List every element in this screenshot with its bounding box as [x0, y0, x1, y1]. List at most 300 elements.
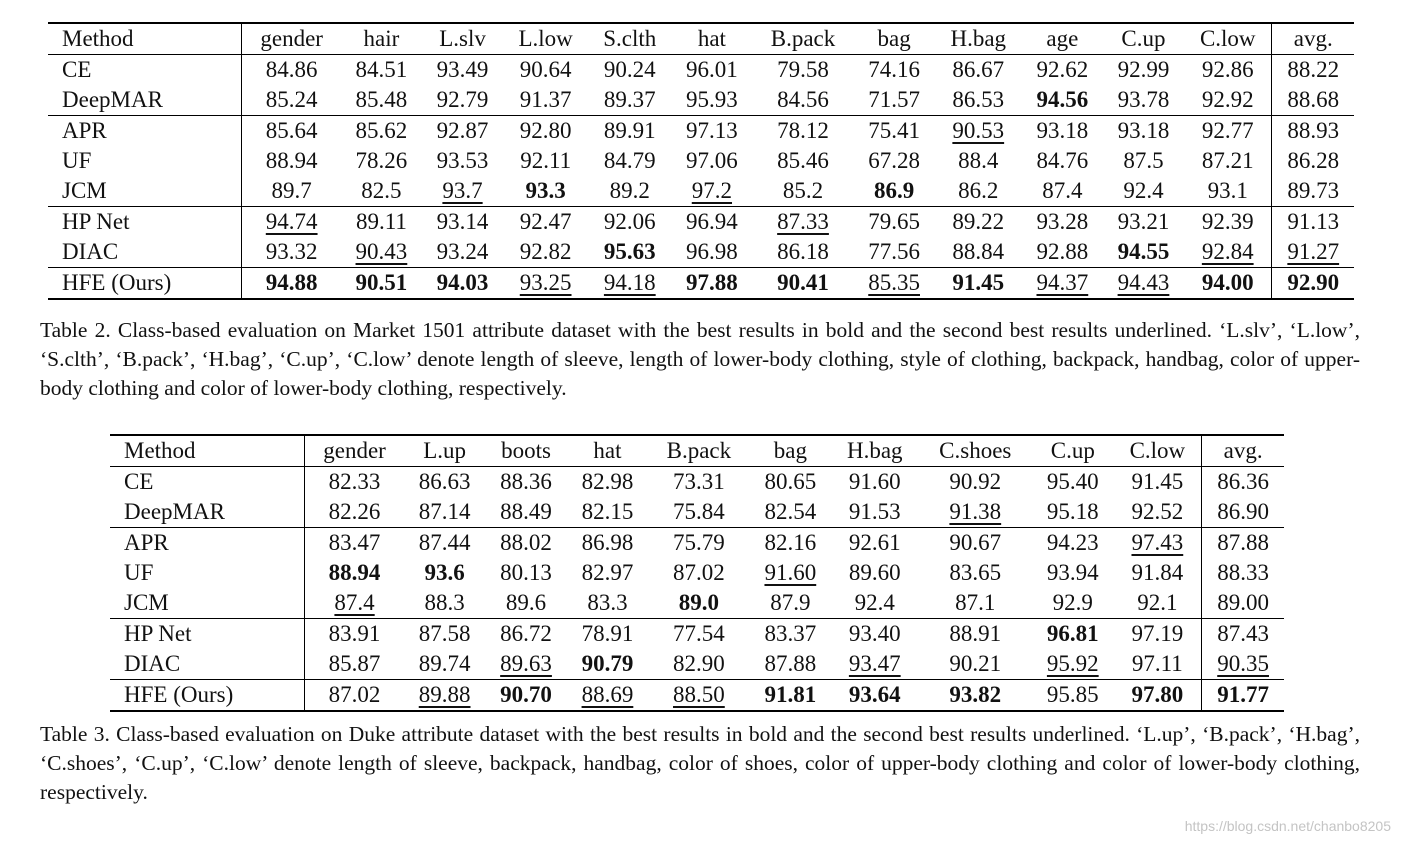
score-cell — [671, 55, 752, 86]
score-value: 83.3 — [587, 590, 628, 615]
score-value: 92.61 — [848, 530, 901, 555]
score-value: 86.2 — [958, 178, 999, 203]
score-cell — [341, 116, 422, 147]
score-value: 90.51 — [355, 270, 408, 295]
score-value: 88.3 — [424, 590, 465, 615]
avg-cell — [1272, 55, 1354, 86]
score-value: 79.65 — [868, 209, 920, 234]
score-cell — [935, 237, 1022, 268]
score-value: 82.16 — [764, 530, 817, 555]
table-row — [48, 176, 1354, 207]
score-cell — [503, 85, 588, 116]
score-cell — [750, 619, 831, 650]
score-cell — [935, 85, 1022, 116]
score-cell — [341, 85, 422, 116]
score-value: 75.79 — [673, 530, 725, 555]
score-value: 77.54 — [673, 621, 725, 646]
score-cell — [422, 146, 503, 176]
score-value: 94.03 — [436, 270, 489, 295]
score-cell — [422, 116, 503, 147]
score-cell — [567, 528, 648, 559]
column-header: C.shoes — [918, 435, 1032, 467]
score-value: 92.84 — [1201, 239, 1254, 264]
score-cell — [1184, 176, 1272, 207]
score-value: 82.54 — [764, 499, 817, 524]
score-cell — [1022, 85, 1103, 116]
avg-cell — [1272, 85, 1354, 116]
column-header: C.up — [1032, 435, 1113, 467]
score-value: 85.24 — [265, 87, 318, 112]
score-value: 88.69 — [581, 682, 634, 707]
score-value: 87.4 — [1042, 178, 1083, 203]
score-value: 80.65 — [764, 469, 817, 494]
score-cell — [671, 268, 752, 300]
score-cell — [831, 680, 918, 712]
score-cell — [750, 528, 831, 559]
score-value: 87.02 — [328, 682, 381, 707]
score-value: 71.57 — [868, 87, 920, 112]
score-value: 88.33 — [1217, 560, 1269, 585]
column-header: age — [1022, 23, 1103, 55]
method-name: JCM — [48, 176, 242, 207]
score-cell — [404, 528, 485, 559]
score-value: 96.81 — [1046, 621, 1099, 646]
score-cell — [305, 619, 404, 650]
score-value: 82.98 — [581, 469, 634, 494]
score-value: 90.79 — [581, 651, 634, 676]
score-cell — [242, 55, 341, 86]
score-cell — [422, 237, 503, 268]
score-cell — [854, 176, 935, 207]
score-cell — [831, 558, 918, 588]
score-value: 96.01 — [686, 57, 738, 82]
score-value: 90.24 — [603, 57, 656, 82]
score-cell — [854, 55, 935, 86]
score-cell — [750, 497, 831, 528]
score-cell — [648, 528, 750, 559]
score-value: 93.18 — [1036, 118, 1089, 143]
table-row — [110, 649, 1284, 680]
column-header: hat — [671, 23, 752, 55]
score-cell — [485, 588, 566, 619]
score-value: 90.43 — [355, 239, 408, 264]
method-name: DeepMAR — [110, 497, 305, 528]
score-value: 94.43 — [1117, 270, 1170, 295]
score-cell — [935, 176, 1022, 207]
score-value: 93.53 — [436, 148, 489, 173]
score-cell — [648, 558, 750, 588]
column-header-method: Method — [48, 23, 242, 55]
avg-cell — [1272, 207, 1354, 238]
score-cell — [567, 619, 648, 650]
score-value: 90.41 — [777, 270, 829, 295]
score-cell — [305, 558, 404, 588]
score-value: 93.82 — [949, 682, 1002, 707]
header-row — [110, 435, 1284, 467]
score-value: 91.53 — [848, 499, 901, 524]
score-cell — [1032, 680, 1113, 712]
score-value: 95.63 — [603, 239, 656, 264]
score-cell — [1184, 55, 1272, 86]
score-cell — [648, 497, 750, 528]
table-row — [110, 680, 1284, 712]
score-value: 89.6 — [505, 590, 547, 615]
avg-cell — [1202, 528, 1284, 559]
score-value: 90.67 — [949, 530, 1002, 555]
score-cell — [831, 467, 918, 498]
score-value: 93.25 — [519, 270, 572, 295]
score-value: 94.37 — [1036, 270, 1089, 295]
avg-cell — [1202, 467, 1284, 498]
score-cell — [588, 207, 671, 238]
table-row — [48, 116, 1354, 147]
score-value: 97.13 — [686, 118, 738, 143]
score-value: 78.91 — [581, 621, 634, 646]
table-row — [48, 55, 1354, 86]
score-cell — [1032, 528, 1113, 559]
score-cell — [1184, 146, 1272, 176]
score-value: 92.82 — [519, 239, 572, 264]
score-value: 88.68 — [1287, 87, 1340, 112]
score-cell — [341, 55, 422, 86]
column-header: C.low — [1113, 435, 1201, 467]
score-cell — [567, 467, 648, 498]
score-value: 84.51 — [355, 57, 408, 82]
score-value: 93.24 — [436, 239, 489, 264]
column-header: H.bag — [935, 23, 1022, 55]
score-value: 85.35 — [868, 270, 920, 295]
score-value: 88.91 — [949, 621, 1002, 646]
score-cell — [503, 268, 588, 300]
column-header: H.bag — [831, 435, 918, 467]
score-value: 83.91 — [328, 621, 381, 646]
score-value: 93.94 — [1046, 560, 1099, 585]
score-value: 94.88 — [265, 270, 318, 295]
score-value: 92.52 — [1131, 499, 1184, 524]
score-cell — [485, 558, 566, 588]
score-cell — [341, 176, 422, 207]
score-value: 87.4 — [334, 590, 375, 615]
score-cell — [567, 680, 648, 712]
score-value: 94.18 — [603, 270, 656, 295]
score-cell — [341, 207, 422, 238]
score-cell — [671, 146, 752, 176]
score-value: 86.72 — [500, 621, 552, 646]
score-value: 93.64 — [848, 682, 901, 707]
score-value: 86.67 — [952, 57, 1005, 82]
score-cell — [831, 619, 918, 650]
score-value: 84.76 — [1036, 148, 1089, 173]
score-value: 89.91 — [603, 118, 656, 143]
score-cell — [854, 146, 935, 176]
score-value: 87.21 — [1201, 148, 1254, 173]
score-cell — [752, 55, 853, 86]
score-cell — [1032, 619, 1113, 650]
avg-cell — [1202, 680, 1284, 712]
score-value: 78.12 — [777, 118, 829, 143]
score-cell — [1103, 55, 1184, 86]
score-value: 93.1 — [1207, 178, 1248, 203]
score-cell — [242, 176, 341, 207]
score-value: 83.65 — [949, 560, 1002, 585]
score-value: 93.28 — [1036, 209, 1089, 234]
score-cell — [1113, 680, 1201, 712]
score-value: 86.63 — [418, 469, 471, 494]
score-cell — [750, 588, 831, 619]
score-cell — [422, 55, 503, 86]
column-header: avg. — [1272, 23, 1354, 55]
score-value: 95.40 — [1046, 469, 1099, 494]
score-value: 87.33 — [777, 209, 829, 234]
score-cell — [752, 176, 853, 207]
score-cell — [242, 268, 341, 300]
score-cell — [485, 497, 566, 528]
method-name: HP Net — [110, 619, 305, 650]
score-cell — [648, 588, 750, 619]
table-row — [48, 237, 1354, 268]
score-cell — [1184, 268, 1272, 300]
score-cell — [242, 146, 341, 176]
score-cell — [648, 619, 750, 650]
score-value: 92.39 — [1201, 209, 1254, 234]
score-cell — [485, 680, 566, 712]
score-value: 97.11 — [1131, 651, 1183, 676]
table-3-duke — [110, 434, 1284, 712]
score-value: 89.11 — [355, 209, 407, 234]
avg-cell — [1202, 619, 1284, 650]
table-row — [48, 207, 1354, 238]
avg-cell — [1272, 237, 1354, 268]
score-value: 94.55 — [1117, 239, 1170, 264]
method-name: APR — [48, 116, 242, 147]
score-cell — [1032, 467, 1113, 498]
method-name: HFE (Ours) — [110, 680, 305, 712]
score-value: 86.28 — [1287, 148, 1340, 173]
score-cell — [503, 55, 588, 86]
score-cell — [567, 497, 648, 528]
score-value: 91.45 — [1131, 469, 1184, 494]
score-value: 88.36 — [500, 469, 552, 494]
score-cell — [831, 588, 918, 619]
score-cell — [671, 176, 752, 207]
column-header: boots — [485, 435, 566, 467]
score-value: 92.9 — [1052, 590, 1093, 615]
score-value: 89.00 — [1217, 590, 1269, 615]
column-header: gender — [242, 23, 341, 55]
score-value: 92.11 — [520, 148, 572, 173]
score-cell — [305, 680, 404, 712]
score-value: 86.53 — [952, 87, 1005, 112]
score-value: 78.26 — [355, 148, 408, 173]
column-header: B.pack — [752, 23, 853, 55]
column-header: gender — [305, 435, 404, 467]
score-value: 86.36 — [1217, 469, 1269, 494]
score-cell — [1184, 237, 1272, 268]
score-value: 84.56 — [777, 87, 829, 112]
score-value: 87.43 — [1217, 621, 1269, 646]
score-value: 89.7 — [271, 178, 312, 203]
score-value: 90.64 — [519, 57, 572, 82]
score-cell — [1103, 237, 1184, 268]
score-value: 84.86 — [265, 57, 318, 82]
score-cell — [1184, 116, 1272, 147]
method-name: UF — [110, 558, 305, 588]
column-header: L.up — [404, 435, 485, 467]
score-value: 93.47 — [848, 651, 901, 676]
score-value: 92.06 — [603, 209, 656, 234]
score-cell — [831, 497, 918, 528]
score-cell — [422, 207, 503, 238]
score-cell — [404, 467, 485, 498]
score-cell — [242, 85, 341, 116]
score-cell — [1032, 649, 1113, 680]
table-row — [48, 146, 1354, 176]
score-cell — [750, 558, 831, 588]
score-cell — [503, 146, 588, 176]
score-value: 84.79 — [603, 148, 656, 173]
score-value: 90.92 — [949, 469, 1002, 494]
method-name: APR — [110, 528, 305, 559]
score-value: 88.22 — [1287, 57, 1340, 82]
score-value: 91.60 — [848, 469, 901, 494]
table-3-caption: Table 3. Class-based evaluation on Duke attribute dataset with the best results in bold and the second best results underlined. ‘L.up’, ‘B.pack’, ‘H.bag’, ‘C.shoes’, ‘C.up’, ‘C.low’ denote length of sleeve, backpack, handbag, color of shoes, color of upper-body clothing and color of lower-body clothing, respectively. — [40, 722, 1360, 804]
score-value: 94.00 — [1201, 270, 1254, 295]
score-value: 83.37 — [764, 621, 817, 646]
score-cell — [567, 649, 648, 680]
header-row — [48, 23, 1354, 55]
score-cell — [422, 176, 503, 207]
score-value: 92.88 — [1036, 239, 1089, 264]
score-value: 92.86 — [1201, 57, 1254, 82]
score-value: 91.45 — [952, 270, 1005, 295]
column-header: S.clth — [588, 23, 671, 55]
score-value: 88.50 — [673, 682, 725, 707]
method-name: HP Net — [48, 207, 242, 238]
score-value: 90.70 — [500, 682, 552, 707]
score-value: 85.46 — [777, 148, 829, 173]
score-value: 97.06 — [686, 148, 738, 173]
score-value: 93.49 — [436, 57, 489, 82]
column-header: L.slv — [422, 23, 503, 55]
score-value: 88.4 — [958, 148, 999, 173]
score-value: 87.02 — [673, 560, 725, 585]
score-value: 92.77 — [1201, 118, 1254, 143]
score-value: 87.44 — [418, 530, 471, 555]
score-value: 86.98 — [581, 530, 634, 555]
score-cell — [671, 85, 752, 116]
score-value: 93.78 — [1117, 87, 1170, 112]
score-cell — [918, 619, 1032, 650]
table-row — [110, 528, 1284, 559]
score-cell — [918, 558, 1032, 588]
score-value: 88.94 — [328, 560, 381, 585]
score-value: 95.85 — [1046, 682, 1099, 707]
score-value: 97.19 — [1131, 621, 1184, 646]
avg-cell — [1272, 116, 1354, 147]
score-cell — [588, 85, 671, 116]
method-name: HFE (Ours) — [48, 268, 242, 300]
score-cell — [671, 116, 752, 147]
score-value: 95.92 — [1046, 651, 1099, 676]
score-value: 89.74 — [418, 651, 471, 676]
method-name: CE — [48, 55, 242, 86]
score-cell — [648, 649, 750, 680]
column-header: B.pack — [648, 435, 750, 467]
score-cell — [1022, 116, 1103, 147]
score-cell — [854, 237, 935, 268]
avg-cell — [1272, 146, 1354, 176]
score-value: 87.9 — [770, 590, 811, 615]
score-value: 89.22 — [952, 209, 1005, 234]
score-cell — [752, 268, 853, 300]
score-value: 96.94 — [686, 209, 738, 234]
method-name: DIAC — [48, 237, 242, 268]
score-value: 92.99 — [1117, 57, 1170, 82]
column-header: avg. — [1202, 435, 1284, 467]
avg-cell — [1272, 176, 1354, 207]
score-cell — [588, 268, 671, 300]
score-cell — [242, 237, 341, 268]
column-header-method: Method — [110, 435, 305, 467]
score-value: 95.93 — [686, 87, 738, 112]
score-value: 85.62 — [355, 118, 408, 143]
score-value: 89.73 — [1287, 178, 1340, 203]
score-cell — [1022, 207, 1103, 238]
score-cell — [567, 558, 648, 588]
avg-cell — [1272, 268, 1354, 300]
score-cell — [1022, 146, 1103, 176]
avg-cell — [1202, 558, 1284, 588]
score-cell — [750, 467, 831, 498]
score-cell — [1184, 85, 1272, 116]
score-cell — [935, 268, 1022, 300]
score-value: 89.60 — [848, 560, 901, 585]
score-cell — [404, 588, 485, 619]
score-cell — [305, 497, 404, 528]
method-name: DIAC — [110, 649, 305, 680]
score-value: 91.13 — [1287, 209, 1340, 234]
score-value: 91.37 — [519, 87, 572, 112]
score-value: 90.21 — [949, 651, 1002, 676]
score-cell — [935, 116, 1022, 147]
score-cell — [935, 207, 1022, 238]
score-value: 75.84 — [673, 499, 725, 524]
column-header: bag — [750, 435, 831, 467]
method-name: CE — [110, 467, 305, 498]
score-value: 85.64 — [265, 118, 318, 143]
table-row — [110, 558, 1284, 588]
table-row — [110, 497, 1284, 528]
score-cell — [404, 558, 485, 588]
table-row — [110, 619, 1284, 650]
score-cell — [503, 207, 588, 238]
score-cell — [485, 467, 566, 498]
table-row — [110, 588, 1284, 619]
score-value: 92.1 — [1137, 590, 1178, 615]
column-header: hat — [567, 435, 648, 467]
score-cell — [1103, 146, 1184, 176]
column-header: C.low — [1184, 23, 1272, 55]
score-value: 87.14 — [418, 499, 471, 524]
method-name: JCM — [110, 588, 305, 619]
score-cell — [341, 237, 422, 268]
score-cell — [305, 588, 404, 619]
watermark-url: https://blog.csdn.net/chanbo8205 — [1184, 818, 1391, 834]
score-cell — [648, 680, 750, 712]
score-value: 88.49 — [500, 499, 552, 524]
score-value: 92.80 — [519, 118, 572, 143]
score-value: 91.81 — [764, 682, 817, 707]
